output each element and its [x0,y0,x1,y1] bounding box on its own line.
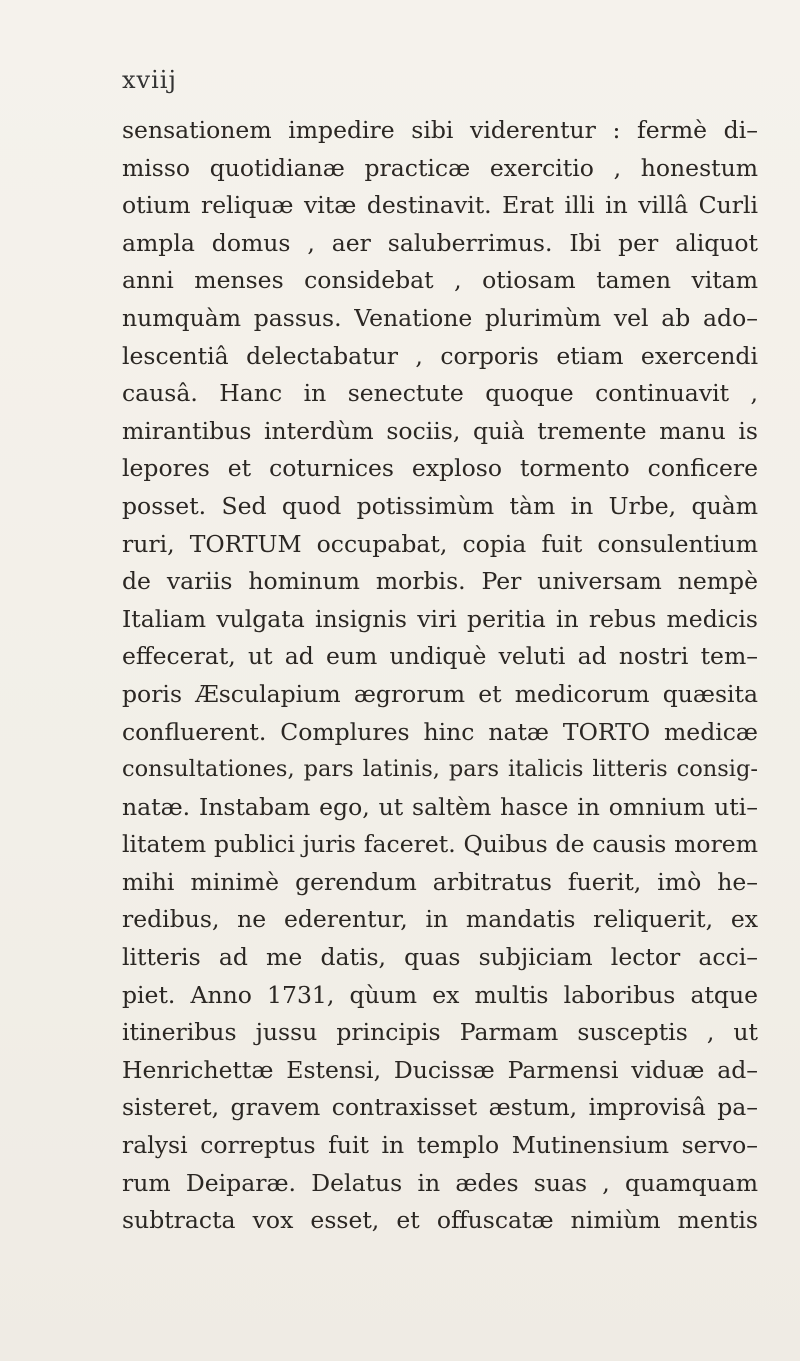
text-line: otium reliquæ vitæ destinavit. Erat illi in villâ Curli [122,191,758,220]
text-line: rum Deiparæ. Delatus in ædes suas , quamquam [122,1168,758,1197]
text-line: sensationem impedire sibi viderentur : fermè di– [122,116,758,144]
text-line: causâ. Hanc in senectute quoque continuavit , [122,379,758,408]
text-line: subtracta vox esset, et offuscatæ nimiùm mentis [122,1206,758,1235]
text-line: confluerent. Complures hinc natæ TORTO medicæ [122,717,758,746]
text-line: mirantibus interdùm sociis, quià tremente manu is [122,416,758,445]
text-line: ruri, TORTUM occupabat, copia fuit consulentium [122,529,758,558]
text-line: de variis hominum morbis. Per universam nempè [122,567,758,596]
text-line: poris Æsculapium ægrorum et medicorum quæsita [122,679,758,708]
text-line: sisteret, gravem contraxisset æstum, improvisâ pa– [122,1093,758,1122]
text-line: Henrichettæ Estensi, Ducissæ Parmensi viduæ ad– [122,1055,758,1084]
text-line: numquàm passus. Venatione plurimùm vel ab ado– [122,303,758,332]
text-line: consultationes, pars latinis, pars italicis litteris consig- [122,756,758,783]
text-line: misso quotidianæ practicæ exercitio , honestum [122,153,758,182]
text-line: Italiam vulgata insignis viri peritia in rebus medicis [122,604,758,633]
body-text [122,112,758,1240]
text-line: ralysi correptus fuit in templo Mutinensium servo– [122,1131,758,1160]
text-line: ampla domus , aer saluberrimus. Ibi per aliquot [122,228,758,257]
text-line: litatem publici juris faceret. Quibus de causis morem [122,830,758,859]
text-line: mihi minimè gerendum arbitratus fuerit, imò he– [122,867,758,896]
text-line: effecerat, ut ad eum undiquè veluti ad nostri tem– [122,642,758,671]
text-line: itineribus jussu principis Parmam susceptis , ut [122,1018,758,1047]
text-line: litteris ad me datis, quas subjiciam lector acci– [122,943,758,972]
text-line: redibus, ne ederentur, in mandatis reliquerit, ex [122,905,758,934]
page-number: xviij [122,66,177,94]
text-line: anni menses considebat , otiosam tamen vitam [122,266,758,295]
text-line: posset. Sed quod potissimùm tàm in Urbe, quàm [122,491,758,520]
text-line: piet. Anno 1731, qùum ex multis laboribus atque [122,980,758,1009]
text-line: natæ. Instabam ego, ut saltèm hasce in omnium uti– [122,792,758,821]
text-line: lescentiâ delectabatur , corporis etiam exercendi [122,341,758,370]
text-line: lepores et coturnices exploso tormento conficere [122,454,758,483]
